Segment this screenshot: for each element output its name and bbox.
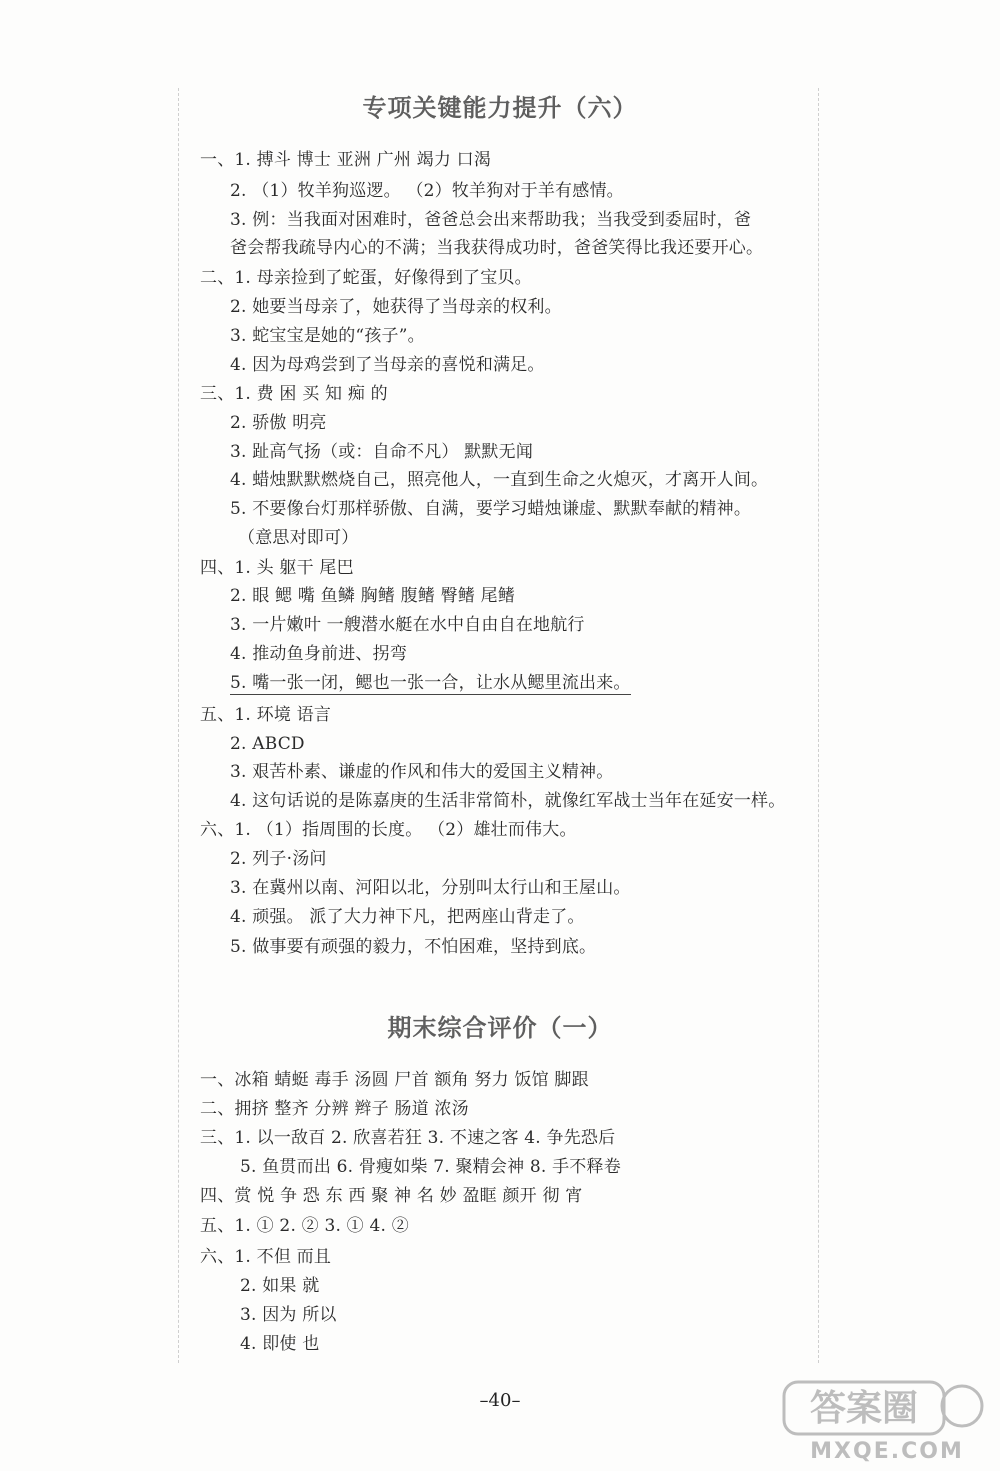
answer-line: 一、1. 搏斗 博士 亚洲 广州 竭力 口渴 <box>200 150 492 170</box>
answer-line: 二、1. 母亲捡到了蛇蛋，好像得到了宝贝。 <box>200 268 532 288</box>
answer-line: 4. 因为母鸡尝到了当母亲的喜悦和满足。 <box>230 355 545 375</box>
watermark-text: 答案圈 <box>809 1388 919 1429</box>
answer-line: 3. 一片嫩叶 一艘潜水艇在水中自由自在地航行 <box>230 615 585 635</box>
answer-note: （意思对即可） <box>238 528 359 548</box>
answer-line: 4. 推动鱼身前进、拐弯 <box>230 644 408 664</box>
answer-line: 2. 骄傲 明亮 <box>230 413 327 433</box>
left-dashed-rule <box>178 88 179 1363</box>
answer-line: 二、拥挤 整齐 分辨 辫子 肠道 浓汤 <box>200 1099 469 1119</box>
answer-line: 3. 因为 所以 <box>240 1305 337 1325</box>
watermark-url: MXQE.COM <box>810 1439 964 1464</box>
answer-line: 3. 趾高气扬（或：自命不凡） 默默无闻 <box>230 442 534 462</box>
answer-line: 2. 列子·汤问 <box>230 849 327 869</box>
page-number: –40– <box>479 1390 521 1411</box>
right-dashed-rule <box>818 88 819 1363</box>
answer-line: 三、1. 以一敌百 2. 欣喜若狂 3. 不速之客 4. 争先恐后 <box>200 1128 616 1148</box>
answer-line: 5. 鱼贯而出 6. 骨瘦如柴 7. 聚精会神 8. 手不释卷 <box>240 1157 621 1177</box>
answer-line: 四、赏 悦 争 恐 东 西 聚 神 名 妙 盈眶 颜开 彻 宵 <box>200 1186 583 1206</box>
answer-line: 三、1. 费 困 买 知 痴 的 <box>200 384 388 404</box>
answer-line: 爸会帮我疏导内心的不满；当我获得成功时，爸爸笑得比我还要开心。 <box>230 238 764 258</box>
answer-line: 4. 顽强。 派了大力神下凡，把两座山背走了。 <box>230 907 585 927</box>
answer-line: 5. 做事要有顽强的毅力，不怕困难，坚持到底。 <box>230 937 597 957</box>
answer-line: 2. （1）牧羊狗巡逻。 （2）牧羊狗对于羊有感情。 <box>230 181 624 201</box>
answer-line: 2. 她要当母亲了，她获得了当母亲的权利。 <box>230 297 562 317</box>
answer-line: 2. 如果 就 <box>240 1276 320 1296</box>
answer-line: 4. 即使 也 <box>240 1334 320 1354</box>
answer-line: 3. 例：当我面对困难时，爸爸总会出来帮助我；当我受到委屈时，爸 <box>230 210 752 230</box>
answer-line: 六、1. 不但 而且 <box>200 1247 332 1267</box>
answer-line: 一、冰箱 蜻蜓 毒手 汤圆 尸首 额角 努力 饭馆 脚跟 <box>200 1070 589 1090</box>
answer-line: 四、1. 头 躯干 尾巴 <box>200 558 354 578</box>
answer-line: 3. 艰苦朴素、谦虚的作风和伟大的爱国主义精神。 <box>230 762 614 782</box>
answer-line: 五、1. ① 2. ② 3. ① 4. ② <box>200 1216 409 1236</box>
section-title: 期末综合评价（一） <box>387 1014 613 1042</box>
answer-line-underlined <box>230 672 631 694</box>
answer-line: 5. 不要像台灯那样骄傲、自满，要学习蜡烛谦虚、默默奉献的精神。 <box>230 499 752 519</box>
answer-line: 3. 蛇宝宝是她的“孩子”。 <box>230 326 425 346</box>
answer-line: 2. 眼 鳃 嘴 鱼鳞 胸鳍 腹鳍 臀鳍 尾鳍 <box>230 586 516 606</box>
answer-line: 3. 在冀州以南、河阳以北，分别叫太行山和王屋山。 <box>230 878 631 898</box>
answer-line: 六、1. （1）指周围的长度。 （2）雄壮而伟大。 <box>200 820 577 840</box>
underlined-text: 5. 嘴一张一闭，鳃也一张一合，让水从鳃里流出来。 <box>230 673 631 693</box>
answer-line: 五、1. 环境 语言 <box>200 705 332 725</box>
section-title: 专项关键能力提升（六） <box>362 94 638 122</box>
answer-line: 4. 蜡烛默默燃烧自己，照亮他人，一直到生命之火熄灭，才离开人间。 <box>230 470 769 490</box>
answer-line: 4. 这句话说的是陈嘉庚的生活非常简朴，就像红军战士当年在延安一样。 <box>230 791 786 811</box>
answer-line: 2. ABCD <box>230 734 305 754</box>
watermark-logo <box>782 1380 992 1465</box>
